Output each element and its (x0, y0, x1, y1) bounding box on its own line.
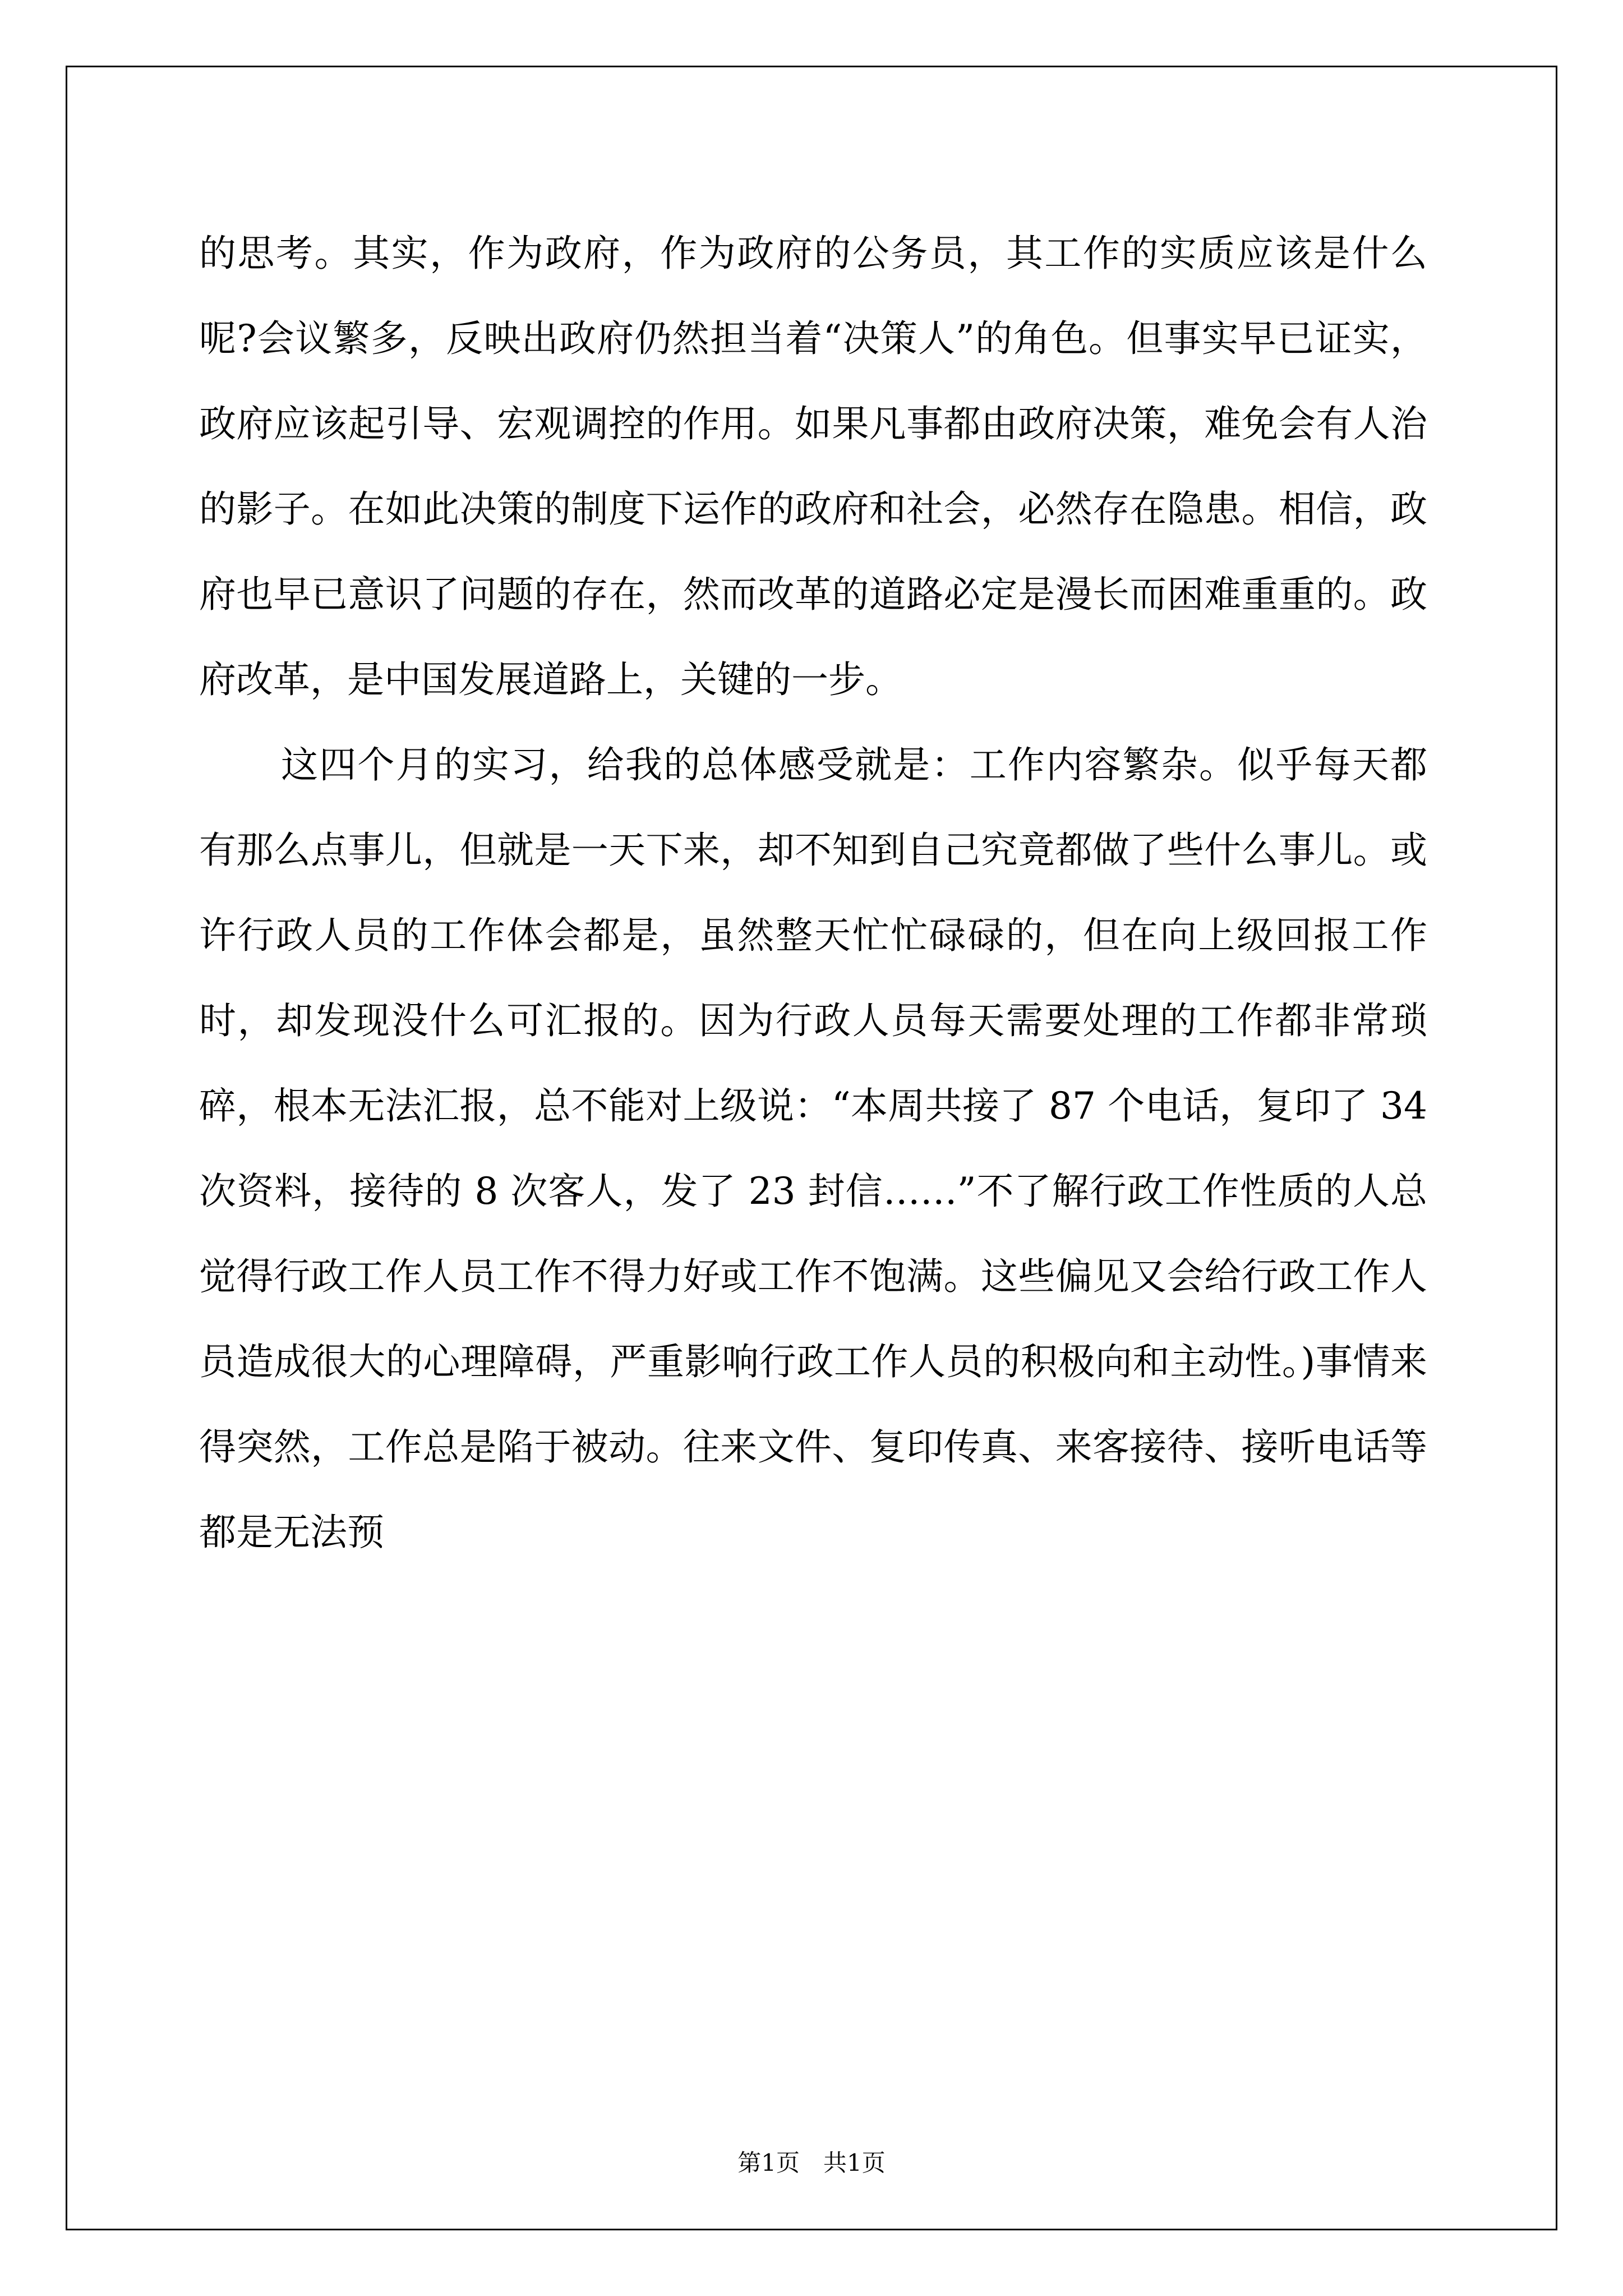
page-footer (0, 2146, 1623, 2180)
paragraph-1: 的思考。其实，作为政府，作为政府的公务员，其工作的实质应该是什么呢?会议繁多，反映出政府仍然担当着“决策人”的角色。但事实早已证实，政府应该起引导、宏观调控的作用。如果凡事都由政府决策，难免会有人治的影子。在如此决策的制度下运作的政府和社会，必然存在隐患。相信，政府也早已意识了问题的存在，然而改革的道路必定是漫长而困难重重的。政府改革，是中国发展道路上，关键的一步。 (199, 232, 1427, 701)
paragraph-2: 这四个月的实习，给我的总体感受就是：工作内容繁杂。似乎每天都有那么点事儿，但就是一天下来，却不知到自己究竟都做了些什么事儿。或许行政人员的工作体会都是，虽然整天忙忙碌碌的，但在向上级回报工作时，却发现没什么可汇报的。因为行政人员每天需要处理的工作都非常琐碎，根本无法汇报，总不能对上级说：“本周共接了 87 个电话，复印了 34 次资料，接待的 8 次客人，发了 23 封信……”不了解行政工作性质的人总觉得行政工作人员工作不得力好或工作不饱满。这些偏见又会给行政工作人员造成很大的心理障碍，严重影响行政工作人员的积极向和主动性。)事情来得突然，工作总是陷于被动。往来文件、复印传真、来客接待、接听电话等都是无法预 (199, 743, 1427, 1554)
page-number: 第1页 共1页 (737, 2149, 886, 2177)
document-body (199, 211, 1427, 1575)
